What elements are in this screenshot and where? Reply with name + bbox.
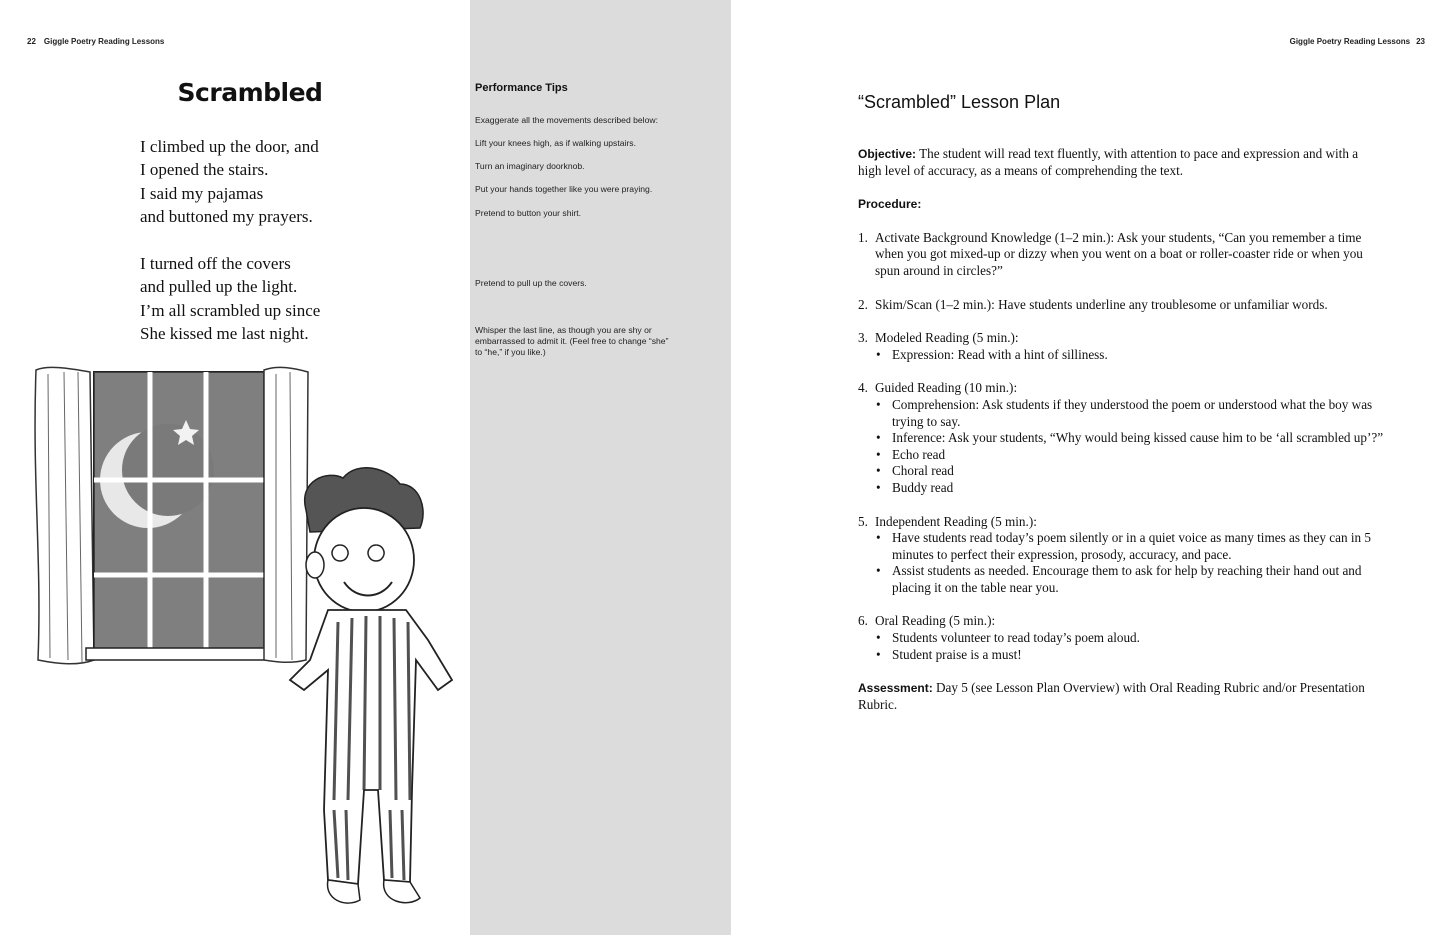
running-head-right-text: Giggle Poetry Reading Lessons	[1289, 37, 1411, 46]
list-item: • Assist students as needed. Encourage them to ask for help by reaching their hand out and placing it on the table near you.	[892, 563, 1378, 596]
poem-stanza-1	[140, 135, 320, 228]
lesson-plan-title: “Scrambled” Lesson Plan	[858, 92, 1061, 112]
assessment-text: Day 5 (see Lesson Plan Overview) with Oral Reading Rubric and/or Presentation Rubric.	[858, 680, 1365, 712]
procedure-step-1: 1. Activate Background Knowledge (1–2 min.): Ask your students, “Can you remember a time when you got mixed-up or dizzy when you went on a boat or roller-coaster ride or when you spun around in circles?”	[858, 229, 1363, 278]
poem-body	[140, 135, 320, 369]
performance-tips-heading: Performance Tips	[475, 82, 568, 94]
running-head-left-text: Giggle Poetry Reading Lessons	[43, 37, 165, 46]
step-6-bullets	[858, 630, 1378, 663]
tip-exaggerate: Exaggerate all the movements described below:	[475, 115, 658, 125]
poem-line: I opened the stairs.	[140, 160, 269, 180]
step-4-bullets	[858, 396, 1384, 497]
step-5-bullets	[858, 530, 1378, 596]
tip-praying: Put your hands together like you were praying.	[475, 184, 653, 194]
list-item: • Buddy read	[892, 480, 1378, 497]
tip-pull-covers: Pretend to pull up the covers.	[475, 278, 587, 288]
poem-line: and pulled up the light.	[140, 277, 298, 297]
lesson-plan-body	[858, 146, 1384, 713]
running-head-right	[1290, 37, 1425, 46]
objective-label: Objective:	[858, 147, 917, 161]
procedure-label: Procedure:	[858, 197, 922, 212]
poem-line: I’m all scrambled up since	[140, 300, 321, 320]
step-3-bullets	[858, 347, 1378, 364]
tip-doorknob: Turn an imaginary doorknob.	[475, 161, 585, 171]
poem-line: and buttoned my prayers.	[140, 206, 313, 226]
assessment-label: Assessment:	[858, 681, 933, 696]
poem-title: Scrambled	[177, 78, 323, 107]
list-item: • Inference: Ask your students, “Why would being kissed cause him to be ‘all scrambled up’?”	[892, 430, 1378, 447]
procedure-step-3: 3. Modeled Reading (5 min.):	[858, 330, 1019, 346]
running-head-left	[27, 37, 164, 46]
objective	[858, 146, 1378, 179]
poem-line: I turned off the covers	[140, 254, 291, 274]
list-item: • Expression: Read with a hint of silliness.	[892, 347, 1378, 364]
list-item: • Have students read today’s poem silently or in a quiet voice as many times as they can in 5 minutes to perfect their expression, prosody, accuracy, and pace.	[892, 530, 1378, 563]
procedure-step-4: 4. Guided Reading (10 min.):	[858, 380, 1018, 396]
poem-line: I climbed up the door, and	[140, 137, 319, 156]
tip-knees: Lift your knees high, as if walking upstairs.	[475, 138, 636, 148]
list-item: • Echo read	[892, 447, 1378, 464]
tip-whisper: Whisper the last line, as though you are shy or embarrassed to admit it. (Feel free to change “she” to “he,” if you like.)	[475, 325, 669, 357]
tip-button-shirt: Pretend to button your shirt.	[475, 208, 582, 218]
list-item: • Comprehension: Ask students if they understood the poem or understood what the boy was trying to say.	[892, 397, 1378, 430]
procedure-step-6: 6. Oral Reading (5 min.):	[858, 613, 996, 629]
list-item: • Student praise is a must!	[892, 647, 1378, 664]
procedure-step-2: 2. Skim/Scan (1–2 min.): Have students underline any troublesome or unfamiliar words.	[858, 296, 1328, 312]
boy-at-window-illustration	[28, 360, 468, 930]
poem-line: I said my pajamas	[140, 183, 264, 203]
page-number-right: 23	[1416, 37, 1425, 46]
page-number-left: 22	[27, 37, 36, 46]
list-item: • Students volunteer to read today’s poem aloud.	[892, 630, 1378, 647]
list-item: • Choral read	[892, 463, 1378, 480]
procedure-step-5: 5. Independent Reading (5 min.):	[858, 513, 1037, 529]
poem-stanza-2	[140, 252, 320, 345]
assessment	[858, 680, 1378, 713]
poem-line: She kissed me last night.	[140, 324, 309, 344]
objective-text: The student will read text fluently, with attention to pace and expression and with a high level of accuracy, as a means of comprehending the text.	[858, 146, 1359, 178]
